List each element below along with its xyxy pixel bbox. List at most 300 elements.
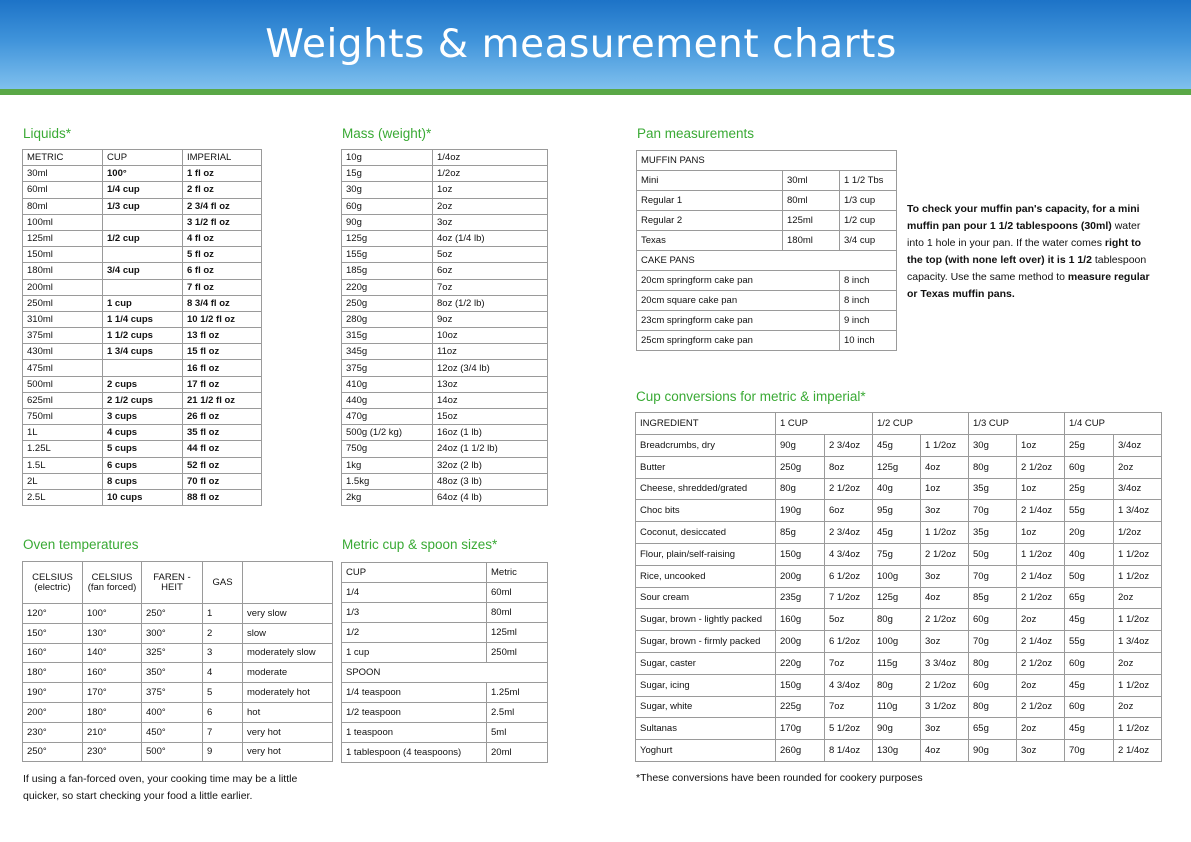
table-row [342, 473, 548, 489]
table-cell: 3 1/2 fl oz [183, 214, 262, 230]
table-cell: 80g [873, 674, 921, 696]
table-row [637, 211, 897, 231]
table-cell: 80g [873, 609, 921, 631]
table-cell: 1 1/4 cups [103, 311, 183, 327]
table-cell: 2 1/2oz [1017, 652, 1065, 674]
table-row [342, 425, 548, 441]
table-cell: 1 cup [103, 295, 183, 311]
table-row [23, 360, 262, 376]
table-cell: 4oz (1/4 lb) [433, 230, 548, 246]
table-cell: 70g [969, 500, 1017, 522]
table-row [23, 263, 262, 279]
pans-note [907, 201, 1155, 303]
table-row [23, 295, 262, 311]
table-cell: 5 1/2oz [825, 718, 873, 740]
table-row [342, 392, 548, 408]
table-cell: 150° [23, 623, 83, 643]
oven-title: Oven temperatures [23, 537, 139, 552]
table-row [23, 683, 333, 703]
table-row [23, 425, 262, 441]
table-cell: 100° [83, 604, 142, 624]
table-row [23, 742, 333, 762]
table-row [342, 344, 548, 360]
conv-title: Cup conversions for metric & imperial* [636, 389, 866, 404]
table-cell [103, 360, 183, 376]
table-cell: 1/4 [342, 583, 487, 603]
table-cell: 2oz [433, 198, 548, 214]
table-cell: 13 fl oz [183, 328, 262, 344]
table-cell: 100° [103, 166, 183, 182]
table-cell: 25g [1065, 478, 1114, 500]
table-cell: 1oz [1017, 522, 1065, 544]
table-cell: CUP [342, 563, 487, 583]
table-cell: 2 1/2oz [921, 543, 969, 565]
table-cell: 80g [776, 478, 825, 500]
table-cell: 125g [873, 587, 921, 609]
table-cell: 50g [1065, 565, 1114, 587]
table-cell: 3oz [921, 718, 969, 740]
table-cell: 45g [1065, 674, 1114, 696]
table-cell: 65g [969, 718, 1017, 740]
table-cell: 440g [342, 392, 433, 408]
mass-table [341, 149, 548, 506]
table-cell: 500° [142, 742, 203, 762]
table-cell: 150g [776, 674, 825, 696]
table-row [23, 311, 262, 327]
table-cell: 280g [342, 311, 433, 327]
table-cell: 470g [342, 409, 433, 425]
table-row [342, 441, 548, 457]
table-cell: 300° [142, 623, 203, 643]
table-cell: Sugar, icing [636, 674, 776, 696]
table-cell: 375g [342, 360, 433, 376]
table-cell: 45g [873, 522, 921, 544]
table-cell: 4oz [921, 740, 969, 762]
table-row [23, 214, 262, 230]
table-cell: 2oz [1114, 456, 1162, 478]
table-cell: 1.5L [23, 457, 103, 473]
table-cell: 6 fl oz [183, 263, 262, 279]
header-banner [0, 0, 1191, 95]
table-cell: 40g [1065, 543, 1114, 565]
table-cell: 170° [83, 683, 142, 703]
table-cell: 1 1/2oz [1114, 718, 1162, 740]
table-cell: very hot [243, 722, 333, 742]
table-cell: 16oz (1 lb) [433, 425, 548, 441]
table-cell: very hot [243, 742, 333, 762]
table-cell: 230° [83, 742, 142, 762]
table-cell: 1/3 CUP [969, 413, 1065, 435]
liquids-table [22, 149, 262, 506]
table-cell: 430ml [23, 344, 103, 360]
table-cell: 11oz [433, 344, 548, 360]
table-cell: 8 3/4 fl oz [183, 295, 262, 311]
muffin-header-row [637, 151, 897, 171]
table-cell: 125g [342, 230, 433, 246]
table-cell: 48oz (3 lb) [433, 473, 548, 489]
table-row [636, 478, 1162, 500]
table-cell: 80g [969, 696, 1017, 718]
table-row [342, 166, 548, 182]
pans-note-part-5: measure regular or Texas muffin pans. [907, 271, 1150, 300]
table-cell: 125g [873, 456, 921, 478]
table-row [342, 623, 548, 643]
table-cell: CELSIUS (fan forced) [83, 562, 142, 604]
table-cell: 3/4 cup [103, 263, 183, 279]
table-cell: 2 1/4oz [1017, 565, 1065, 587]
table-cell: 10 inch [840, 331, 897, 351]
table-cell: 1/2 CUP [873, 413, 969, 435]
table-row [342, 603, 548, 623]
pans-note-part-2: water into 1 hole in your pan. If the water comes [907, 220, 1141, 249]
table-cell [103, 247, 183, 263]
table-row [636, 652, 1162, 674]
table-cell: Sugar, white [636, 696, 776, 718]
table-cell: Regular 2 [637, 211, 783, 231]
table-cell: 5 cups [103, 441, 183, 457]
table-cell: 10 1/2 fl oz [183, 311, 262, 327]
table-cell: INGREDIENT [636, 413, 776, 435]
table-cell: 2 1/2oz [1017, 696, 1065, 718]
table-cell: 2 1/2oz [921, 609, 969, 631]
table-cell: 2.5ml [487, 703, 548, 723]
table-cell: 65g [1065, 587, 1114, 609]
table-cell: 1 fl oz [183, 166, 262, 182]
table-cell: 1/4 CUP [1065, 413, 1162, 435]
table-cell: 13oz [433, 376, 548, 392]
table-cell: 1 1/2 cups [103, 328, 183, 344]
table-cell: 15g [342, 166, 433, 182]
table-cell: 170g [776, 718, 825, 740]
table-row [23, 376, 262, 392]
table-cell: 6 [203, 702, 243, 722]
table-row [636, 674, 1162, 696]
table-cell: 9oz [433, 311, 548, 327]
table-cell: 90g [342, 214, 433, 230]
table-row [23, 643, 333, 663]
table-cell: 20cm square cake pan [637, 291, 840, 311]
table-cell: 10 cups [103, 489, 183, 505]
table-cell: 180ml [783, 231, 840, 251]
table-cell: 9 [203, 742, 243, 762]
table-cell: Butter [636, 456, 776, 478]
table-cell: Yoghurt [636, 740, 776, 762]
table-cell: 3oz [921, 500, 969, 522]
table-row [23, 623, 333, 643]
table-row [23, 230, 262, 246]
table-cell: 30g [969, 435, 1017, 457]
table-cell: 1 tablespoon (4 teaspoons) [342, 743, 487, 763]
table-cell: 2oz [1017, 609, 1065, 631]
table-cell: 345g [342, 344, 433, 360]
table-cell: 55g [1065, 631, 1114, 653]
table-row [636, 456, 1162, 478]
table-cell: 60g [969, 674, 1017, 696]
table-cell: 24oz (1 1/2 lb) [433, 441, 548, 457]
table-row [636, 609, 1162, 631]
table-cell: 375ml [23, 328, 103, 344]
table-cell: 26 fl oz [183, 409, 262, 425]
table-cell: SPOON [342, 663, 548, 683]
table-cell: 8oz (1/2 lb) [433, 295, 548, 311]
table-cell: 1/3 cup [103, 198, 183, 214]
table-cell: 90g [873, 718, 921, 740]
table-cell: 3/4oz [1114, 435, 1162, 457]
table-cell: 2oz [1114, 696, 1162, 718]
table-cell: 250g [342, 295, 433, 311]
liquids-header-row [23, 150, 262, 166]
table-cell: 8 inch [840, 291, 897, 311]
table-cell: 1 1/2 Tbs [840, 171, 897, 191]
conv-footnote: *These conversions have been rounded for cookery purposes [636, 772, 923, 784]
pans-table [636, 150, 897, 351]
table-cell: 1 [203, 604, 243, 624]
table-cell: 6 1/2oz [825, 565, 873, 587]
table-cell: 6 cups [103, 457, 183, 473]
table-cell: 3/4 cup [840, 231, 897, 251]
table-cell: 1/2 cup [103, 230, 183, 246]
table-row [342, 743, 548, 763]
table-cell: 1 1/2oz [1017, 543, 1065, 565]
table-cell: 2 1/2oz [1017, 456, 1065, 478]
table-cell: 1.5kg [342, 473, 433, 489]
table-cell: 250° [23, 742, 83, 762]
table-row [637, 331, 897, 351]
cupspoon-table [341, 562, 548, 763]
table-cell: 1 3/4 cups [103, 344, 183, 360]
table-cell: 32oz (2 lb) [433, 457, 548, 473]
table-cell: moderately hot [243, 683, 333, 703]
table-cell: 60g [1065, 696, 1114, 718]
table-cell: 3 3/4oz [921, 652, 969, 674]
table-cell: 150g [776, 543, 825, 565]
table-cell: 1/4oz [433, 150, 548, 166]
table-cell: 3oz [921, 565, 969, 587]
table-row [636, 718, 1162, 740]
table-row [23, 663, 333, 683]
table-cell: 80g [969, 652, 1017, 674]
table-cell: slow [243, 623, 333, 643]
table-cell: 125ml [487, 623, 548, 643]
table-row [342, 198, 548, 214]
table-cell: 8 inch [840, 271, 897, 291]
table-row [636, 696, 1162, 718]
table-cell: Breadcrumbs, dry [636, 435, 776, 457]
table-row [23, 409, 262, 425]
table-cell: 8 1/4oz [825, 740, 873, 762]
table-cell: 2oz [1017, 718, 1065, 740]
table-cell: 25g [1065, 435, 1114, 457]
table-cell: 1 1/2oz [921, 435, 969, 457]
table-cell: 250ml [487, 643, 548, 663]
table-cell: Metric [487, 563, 548, 583]
table-cell: 1/3 [342, 603, 487, 623]
table-cell: 325° [142, 643, 203, 663]
table-cell: 2 3/4oz [825, 435, 873, 457]
table-cell: 7 1/2oz [825, 587, 873, 609]
table-cell: 90g [776, 435, 825, 457]
table-cell: 250ml [23, 295, 103, 311]
spoon-header-row [342, 663, 548, 683]
table-cell: 200ml [23, 279, 103, 295]
table-cell: 2 cups [103, 376, 183, 392]
table-cell: 120° [23, 604, 83, 624]
oven-header-row [23, 562, 333, 604]
table-row [636, 543, 1162, 565]
table-cell: 2 1/4oz [1017, 500, 1065, 522]
table-cell: 1/4 cup [103, 182, 183, 198]
table-cell: 2L [23, 473, 103, 489]
table-cell: 90g [969, 740, 1017, 762]
table-cell: 52 fl oz [183, 457, 262, 473]
table-cell: 1 1/2oz [1114, 674, 1162, 696]
table-row [23, 441, 262, 457]
table-cell: 475ml [23, 360, 103, 376]
table-row [23, 457, 262, 473]
table-cell: 1L [23, 425, 103, 441]
table-cell: 1oz [1017, 435, 1065, 457]
table-cell: 2 1/4oz [1114, 740, 1162, 762]
table-cell: 100ml [23, 214, 103, 230]
table-cell: 30g [342, 182, 433, 198]
table-cell: 80ml [23, 198, 103, 214]
table-cell: 1/2oz [433, 166, 548, 182]
table-cell: 110g [873, 696, 921, 718]
table-cell: 750g [342, 441, 433, 457]
table-row [23, 604, 333, 624]
table-cell: 3oz [1017, 740, 1065, 762]
table-row [342, 328, 548, 344]
table-cell: 60ml [23, 182, 103, 198]
table-cell: 2kg [342, 489, 433, 505]
page-title: Weights & measurement charts [265, 22, 897, 67]
table-cell: 4oz [921, 456, 969, 478]
table-cell: 3 [203, 643, 243, 663]
table-cell: GAS [203, 562, 243, 604]
table-cell: very slow [243, 604, 333, 624]
table-cell: 220g [342, 279, 433, 295]
table-cell: 410g [342, 376, 433, 392]
table-cell: 130° [83, 623, 142, 643]
table-cell: 17 fl oz [183, 376, 262, 392]
table-cell: 44 fl oz [183, 441, 262, 457]
table-cell: 10g [342, 150, 433, 166]
table-cell: 1.25L [23, 441, 103, 457]
table-cell: 9 inch [840, 311, 897, 331]
table-cell: 2 [203, 623, 243, 643]
table-cell: Sugar, caster [636, 652, 776, 674]
table-cell: 1/4 teaspoon [342, 683, 487, 703]
table-row [637, 191, 897, 211]
table-cell: 450° [142, 722, 203, 742]
table-cell [103, 214, 183, 230]
table-cell: 20g [1065, 522, 1114, 544]
table-row [637, 311, 897, 331]
table-cell: 15oz [433, 409, 548, 425]
table-cell: Flour, plain/self-raising [636, 543, 776, 565]
table-cell: Mini [637, 171, 783, 191]
table-cell: 5oz [825, 609, 873, 631]
table-cell: 1 1/2oz [1114, 543, 1162, 565]
table-cell: 3oz [921, 631, 969, 653]
table-row [342, 295, 548, 311]
table-cell: 4 fl oz [183, 230, 262, 246]
table-cell: 200° [23, 702, 83, 722]
table-cell: MUFFIN PANS [637, 151, 897, 171]
table-cell: 70g [1065, 740, 1114, 762]
table-cell: 14oz [433, 392, 548, 408]
table-cell: 25cm springform cake pan [637, 331, 840, 351]
table-cell: 3 1/2oz [921, 696, 969, 718]
table-cell: FAREN - HEIT [142, 562, 203, 604]
liquids-title: Liquids* [23, 126, 72, 141]
table-cell: 2 1/2 cups [103, 392, 183, 408]
table-row [636, 740, 1162, 762]
table-cell: Sultanas [636, 718, 776, 740]
table-row [342, 182, 548, 198]
table-row [23, 328, 262, 344]
table-cell: 1kg [342, 457, 433, 473]
table-row [23, 722, 333, 742]
table-cell: 21 1/2 fl oz [183, 392, 262, 408]
table-cell: 2oz [1017, 674, 1065, 696]
table-cell: hot [243, 702, 333, 722]
table-cell: 160° [23, 643, 83, 663]
table-row [342, 683, 548, 703]
table-cell: 2 3/4oz [825, 522, 873, 544]
table-row [342, 583, 548, 603]
table-cell: Sour cream [636, 587, 776, 609]
table-cell: Regular 1 [637, 191, 783, 211]
table-cell: 2 1/2oz [1017, 587, 1065, 609]
table-cell: 2oz [1114, 587, 1162, 609]
table-cell [103, 279, 183, 295]
table-row [342, 311, 548, 327]
table-cell: 45g [1065, 609, 1114, 631]
table-cell: 60g [1065, 456, 1114, 478]
table-row [342, 247, 548, 263]
table-row [342, 263, 548, 279]
oven-table [22, 561, 333, 762]
table-cell: moderate [243, 663, 333, 683]
table-cell: 5oz [433, 247, 548, 263]
pans-note-part-3: right to the top (with none left over) it is 1 1/2 [907, 237, 1142, 266]
table-cell: 80g [969, 456, 1017, 478]
table-cell: 160g [776, 609, 825, 631]
table-row [23, 198, 262, 214]
table-cell: 1/3 cup [840, 191, 897, 211]
table-cell: 750ml [23, 409, 103, 425]
table-row [342, 409, 548, 425]
table-cell: 400° [142, 702, 203, 722]
table-cell: 7 [203, 722, 243, 742]
table-cell: 210° [83, 722, 142, 742]
table-cell: 20ml [487, 743, 548, 763]
table-cell: 30ml [23, 166, 103, 182]
table-cell: 60ml [487, 583, 548, 603]
table-row [23, 247, 262, 263]
table-cell: 2 1/2oz [921, 674, 969, 696]
table-cell: 115g [873, 652, 921, 674]
table-cell: 185g [342, 263, 433, 279]
table-cell [243, 562, 333, 604]
table-cell: 5ml [487, 723, 548, 743]
table-cell: 45g [873, 435, 921, 457]
table-cell: 6oz [825, 500, 873, 522]
table-cell: 220g [776, 652, 825, 674]
table-cell: Texas [637, 231, 783, 251]
table-cell: 45g [1065, 718, 1114, 740]
